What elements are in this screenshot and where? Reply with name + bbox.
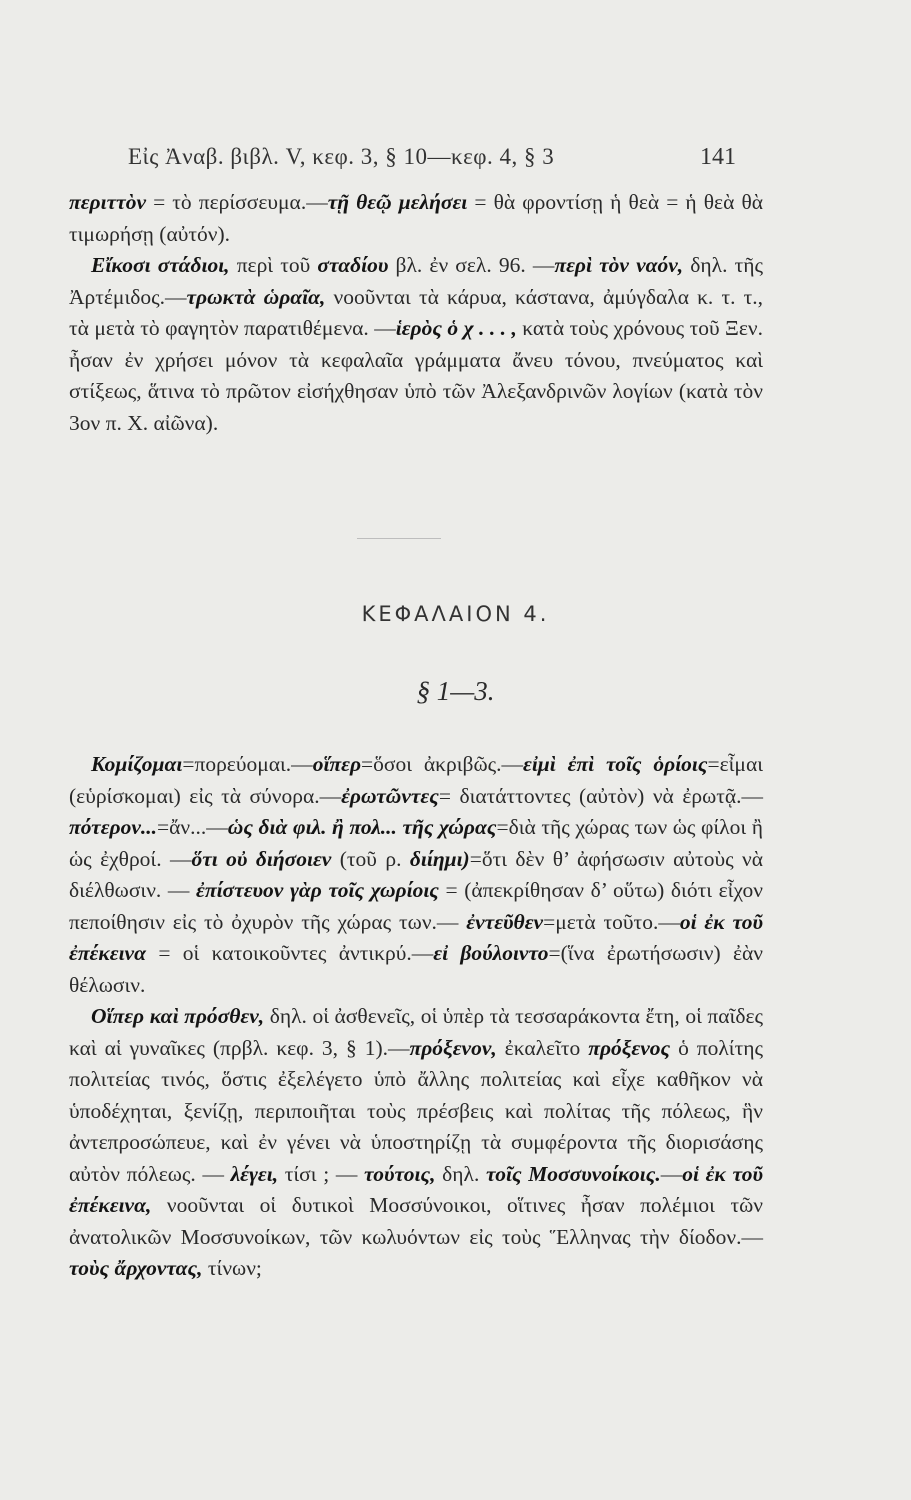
lemma-text: πότερον... (69, 815, 158, 839)
lemma-text: ἱερὸς ὁ χ . . . , (395, 316, 517, 340)
gloss-text: =ἄν...— (157, 815, 228, 839)
gloss-text: =εἶμαι (εὑρίσκομαι) εἰς τὰ σύνορα.— (69, 752, 763, 808)
page-header (128, 138, 736, 178)
lemma-text: περιττὸν (69, 190, 146, 214)
gloss-text: βλ. ἐν σελ. 96. — (388, 253, 555, 277)
gloss-text: τίνων; (202, 1256, 262, 1280)
gloss-text: κατὰ τοὺς χρόνους τοῦ Ξεν. ἦσαν ἐν χρήσει μόνον τὰ κεφαλαῖα γράμματα ἄνευ τόνου, πνεύματος καὶ στίξεως, ἅτινα τὸ πρῶτον εἰσήχθησαν ὑπὸ τῶν Ἀλεξανδρινῶν λογίων (κατὰ τὸν 3ον π. Χ. αἰῶνα). (69, 316, 764, 435)
lemma-text: σταδίου (317, 253, 389, 277)
lemma-text: ὅτι οὐ διήσοιεν (191, 846, 332, 871)
section-title: § 1—3. (416, 676, 495, 706)
gloss-text: δηλ. τῆς Ἀρτέμιδος.— (69, 253, 764, 309)
lemma-text: ἐντεῦθεν (466, 909, 544, 934)
gloss-text: = οἱ κατοικοῦντες ἀντικρύ.— (146, 941, 434, 965)
lemma-text: περὶ τὸν ναόν, (554, 253, 684, 277)
gloss-text: =ὅτι δὲν θ’ ἀφήσωσιν αὐτοὺς νὰ διέλθωσιν. — (69, 846, 763, 902)
gloss-text: δηλ. οἱ ἀσθενεῖς, οἱ ὑπὲρ τὰ τεσσαράκοντα ἔτη, οἱ παῖδες καὶ αἱ γυναῖκες (πρβλ. κεφ. 3, § 1).— (69, 1004, 764, 1060)
lemma-text: λέγει, (230, 1161, 279, 1186)
lemma-text: τοῖς Μοσσυνοίκοις. (485, 1161, 661, 1186)
lemma-text: τρωκτὰ ὡραῖα, (186, 284, 326, 309)
gloss-text: δηλ. (435, 1161, 486, 1186)
gloss-text: = θὰ φροντίσῃ ἡ θεὰ = ἡ θεὰ θὰ τιμωρήσῃ (αὐτόν). (69, 190, 764, 246)
lemma-text: ἐπίστευον γὰρ τοῖς χωρίοις (196, 878, 439, 902)
gloss-text: =πορεύομαι.— (182, 752, 313, 776)
gloss-text: τίσι ; — (278, 1161, 365, 1186)
gloss-text: = τὸ περίσσευμα.— (145, 190, 328, 214)
gloss-text: = διατάττοντες (αὐτὸν) νὰ ἐρωτᾷ.— (438, 783, 764, 808)
lemma-text: Οἵπερ καὶ πρόσθεν, (91, 1004, 265, 1028)
gloss-text: ἐκαλεῖτο (496, 1035, 589, 1060)
page-number: 141 (700, 144, 736, 170)
lemma-text: Κομίζομαι (91, 752, 183, 776)
chapter-title: ΚΕΦΑΛΑΙΟΝ 4. (361, 602, 550, 626)
lemma-text: ἐρωτῶντες (341, 783, 439, 808)
gloss-text: ὁ πολίτης πολιτείας τινός, ὅστις ἐξελέγετο ὑπὸ ἄλλης πολιτείας καὶ εἶχε καθῆκον νὰ ὑποδέχηται, ξενίζῃ, περιποιῆται τοὺς πρέσβεις καὶ πολίτας τῆς πόλεως, ἣν ἀντεπροσώπευε, καὶ ἐν γένει νὰ ὑποστηρίζῃ τὰ συμφέροντα τῆς διορισάσης αὐτὸν πόλεως. — (69, 1035, 763, 1186)
running-head: Εἰς Ἀναβ. βιβλ. V, κεφ. 3, § 10—κεφ. 4, § 3 (128, 144, 555, 169)
gloss-text: νοοῦνται οἱ δυτικοὶ Μοσσύνοικοι, οἵτινες ἦσαν πολέμιοι τῶν ἀνατολικῶν Μοσσυνοίκων, τῶν κωλυόντων εἰς τοὺς Ἕλληνας τὴν δίοδον.— (69, 1193, 763, 1249)
lemma-text: οἱ ἐκ τοῦ ἐπέκεινα, (69, 1161, 763, 1217)
lemma-text: πρόξενον, (409, 1035, 497, 1060)
lemma-text: διίημι) (409, 846, 470, 871)
gloss-text: =μετὰ τοῦτο.— (543, 909, 680, 934)
gloss-text: =ὅσοι ἀκριβῶς.— (361, 752, 523, 776)
separator-rule (357, 538, 441, 539)
gloss-text: περὶ τοῦ (229, 253, 318, 277)
lemma-text: οἱ ἐκ τοῦ ἐπέκεινα (69, 909, 763, 965)
lemma-text: εἰμὶ ἐπὶ τοῖς ὁρίοις (523, 752, 708, 776)
lemma-text: εἰ βούλοιντο (433, 941, 549, 965)
lemma-text: ὡς διὰ φιλ. ἢ πολ... (227, 815, 397, 839)
lemma-text: τῆς χώρας (402, 815, 497, 839)
note-paragraph (69, 749, 763, 1001)
note-paragraph (69, 250, 763, 439)
lemma-text: οἵπερ (312, 752, 362, 776)
note-paragraph (69, 187, 763, 250)
lemma-text: πρόξενος (588, 1035, 671, 1060)
gloss-text: — (660, 1161, 683, 1186)
notes-bottom (69, 749, 763, 1285)
gloss-text: = (ἀπεκρίθησαν δ’ οὕτω) διότι εἶχον πεποίθησιν εἰς τὸ ὀχυρὸν τῆς χώρας των.— (69, 878, 763, 934)
gloss-text: (τοῦ ρ. (331, 846, 410, 871)
gloss-text: νοοῦνται τὰ κάρυα, κάστανα, ἀμύγδαλα κ. τ. τ., τὰ μετὰ τὸ φαγητὸν παρατιθέμενα. — (69, 284, 763, 340)
lemma-text: τοὺς ἄρχοντας, (69, 1256, 203, 1280)
lemma-text: Εἴκοσι στάδιοι, (91, 253, 230, 277)
lemma-text: τῇ θεῷ μελήσει (327, 190, 468, 214)
gloss-text: =(ἵνα ἐρωτήσωσιν) ἐὰν θέλωσιν. (69, 941, 763, 997)
lemma-text: τούτοις, (364, 1161, 436, 1186)
note-paragraph (69, 1001, 763, 1285)
notes-top (69, 187, 763, 439)
gloss-text: =διὰ τῆς χώρας των ὡς φίλοι ἢ ὡς ἐχθροί. — (69, 815, 763, 871)
